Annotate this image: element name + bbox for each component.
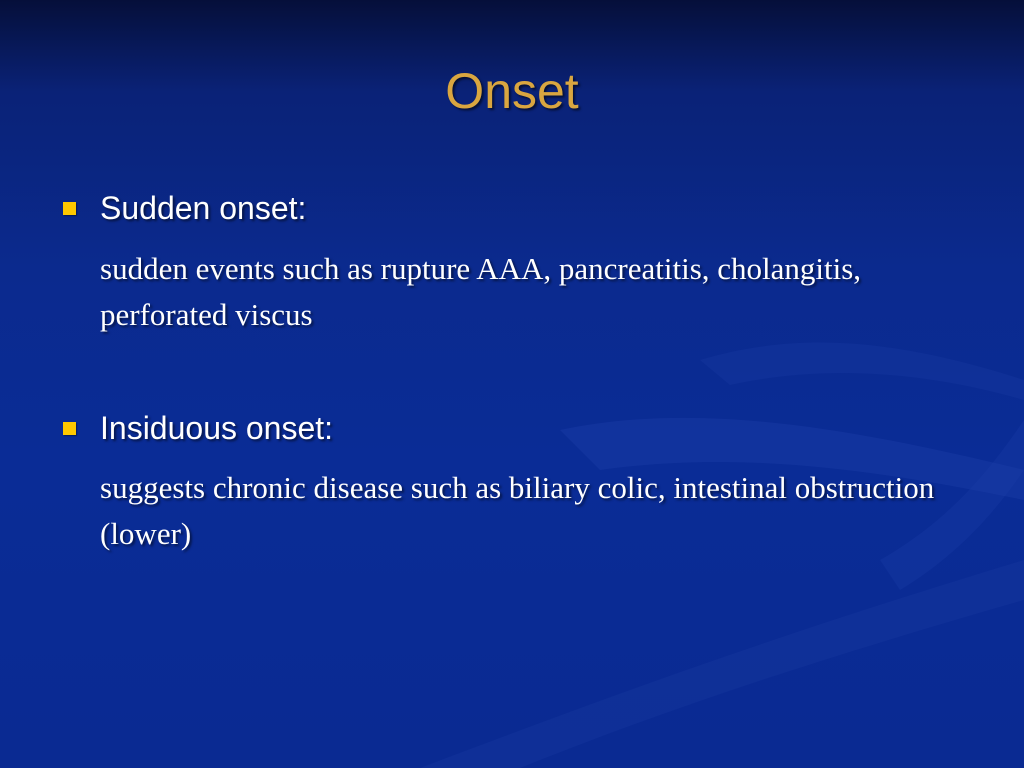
bullet-square-icon — [63, 422, 76, 435]
bullet-detail: suggests chronic disease such as biliary colic, intestinal obstruction (lower) — [100, 470, 935, 551]
bullet-square-icon — [63, 202, 76, 215]
bullet-item-sudden-onset — [63, 190, 306, 227]
bullet-detail: sudden events such as rupture AAA, pancreatitis, cholangitis, perforated viscus — [100, 251, 862, 332]
bullet-label: Sudden onset: — [100, 190, 307, 226]
slide-title: Onset — [445, 63, 579, 119]
bullet-label: Insiduous onset: — [100, 410, 334, 446]
bullet-item-insiduous-onset — [63, 410, 333, 447]
